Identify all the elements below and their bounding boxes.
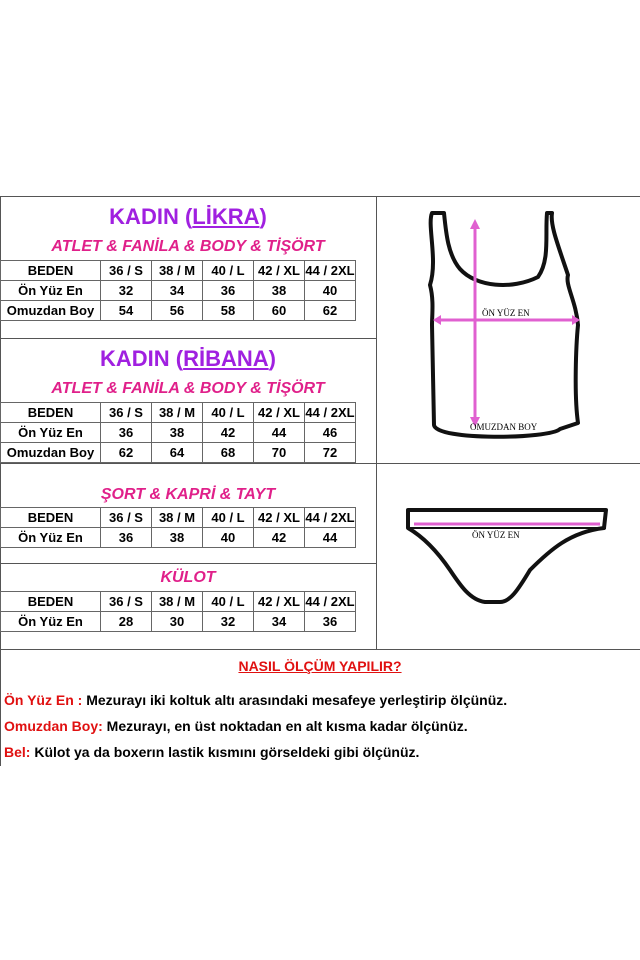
row-label: Ön Yüz En — [1, 612, 101, 632]
brief-diagram — [400, 500, 615, 615]
header-cell: 44 / 2XL — [305, 261, 356, 281]
table-cell: 28 — [101, 612, 152, 632]
row-label: Ön Yüz En — [1, 281, 101, 301]
header-cell: 42 / XL — [254, 403, 305, 423]
header-cell: 42 / XL — [254, 592, 305, 612]
table-cell: 36 — [101, 528, 152, 548]
width-label: ÖN YÜZ EN — [482, 308, 530, 318]
table-row — [1, 612, 356, 632]
instruction-line — [4, 718, 468, 734]
header-cell: BEDEN — [1, 403, 101, 423]
header-cell: 44 / 2XL — [305, 403, 356, 423]
frame-divider — [376, 196, 377, 650]
table-cell: 44 — [305, 528, 356, 548]
table-cell: 36 — [305, 612, 356, 632]
size-table-likra — [0, 260, 356, 321]
divider — [0, 649, 640, 650]
table-row — [1, 423, 356, 443]
header-cell: 40 / L — [203, 508, 254, 528]
instruction-text: Mezurayı, en üst noktadan en alt kısma kadar ölçünüz. — [102, 718, 468, 734]
category-label: KÜLOT — [160, 569, 216, 586]
table-cell: 58 — [203, 301, 254, 321]
table-row — [1, 528, 356, 548]
table-cell: 30 — [152, 612, 203, 632]
table-cell: 62 — [101, 443, 152, 463]
header-cell: BEDEN — [1, 261, 101, 281]
row-label: Omuzdan Boy — [1, 443, 101, 463]
header-cell: 40 / L — [203, 403, 254, 423]
table-row — [1, 443, 356, 463]
table-header-row — [1, 508, 356, 528]
category-label: ATLET & FANİLA & BODY & TİŞÖRT — [51, 238, 325, 255]
table-cell: 60 — [254, 301, 305, 321]
instruction-text: Mezurayı iki koltuk altı arasındaki mesafeye yerleştirip ölçünüz. — [82, 692, 508, 708]
size-table-kulot — [0, 591, 356, 632]
instruction-line — [4, 692, 507, 708]
table-cell: 40 — [305, 281, 356, 301]
row-label: Ön Yüz En — [1, 423, 101, 443]
table-cell: 40 — [203, 528, 254, 548]
category-label: ŞORT & KAPRİ & TAYT — [100, 486, 276, 503]
header-cell: 40 / L — [203, 592, 254, 612]
header-cell: 36 / S — [101, 592, 152, 612]
table-cell: 38 — [152, 423, 203, 443]
table-row — [1, 281, 356, 301]
header-cell: 38 / M — [152, 261, 203, 281]
section-title-likra: KADIN (LİKRA) — [109, 204, 267, 229]
header-cell: 42 / XL — [254, 508, 305, 528]
table-cell: 42 — [254, 528, 305, 548]
table-cell: 38 — [152, 528, 203, 548]
size-table-sort — [0, 507, 356, 548]
table-cell: 32 — [101, 281, 152, 301]
instruction-key: Ön Yüz En : — [4, 692, 83, 708]
divider — [0, 338, 376, 339]
header-cell: BEDEN — [1, 508, 101, 528]
tank-top-outline — [430, 213, 578, 437]
table-header-row — [1, 592, 356, 612]
arrow-icon — [470, 219, 480, 229]
table-cell: 44 — [254, 423, 305, 443]
table-header-row — [1, 261, 356, 281]
header-cell: 44 / 2XL — [305, 508, 356, 528]
table-cell: 34 — [152, 281, 203, 301]
table-row — [1, 301, 356, 321]
table-cell: 38 — [254, 281, 305, 301]
size-table-ribana — [0, 402, 356, 463]
width-label: ÖN YÜZ EN — [472, 530, 520, 540]
table-cell: 70 — [254, 443, 305, 463]
instruction-text: Külot ya da boxerın lastik kısmını görseldeki gibi ölçünüz. — [30, 744, 420, 760]
header-cell: 36 / S — [101, 508, 152, 528]
table-cell: 54 — [101, 301, 152, 321]
table-cell: 56 — [152, 301, 203, 321]
header-cell: 40 / L — [203, 261, 254, 281]
table-cell: 72 — [305, 443, 356, 463]
section-title-ribana: KADIN (RİBANA) — [100, 346, 276, 371]
table-header-row — [1, 403, 356, 423]
instruction-line — [4, 744, 419, 760]
length-label: OMUZDAN BOY — [470, 422, 538, 432]
header-cell: BEDEN — [1, 592, 101, 612]
category-label: ATLET & FANİLA & BODY & TİŞÖRT — [51, 380, 325, 397]
instruction-key: Omuzdan Boy: — [4, 718, 103, 734]
header-cell: 38 / M — [152, 508, 203, 528]
header-cell: 38 / M — [152, 592, 203, 612]
header-cell: 36 / S — [101, 261, 152, 281]
divider — [0, 463, 640, 464]
table-cell: 42 — [203, 423, 254, 443]
table-cell: 36 — [101, 423, 152, 443]
table-cell: 68 — [203, 443, 254, 463]
tank-top-diagram — [400, 205, 600, 455]
header-cell: 42 / XL — [254, 261, 305, 281]
table-cell: 46 — [305, 423, 356, 443]
header-cell: 44 / 2XL — [305, 592, 356, 612]
table-cell: 64 — [152, 443, 203, 463]
table-cell: 32 — [203, 612, 254, 632]
header-cell: 38 / M — [152, 403, 203, 423]
divider — [0, 563, 376, 564]
howto-title: NASIL ÖLÇÜM YAPILIR? — [238, 658, 402, 674]
row-label: Ön Yüz En — [1, 528, 101, 548]
table-cell: 36 — [203, 281, 254, 301]
table-cell: 62 — [305, 301, 356, 321]
row-label: Omuzdan Boy — [1, 301, 101, 321]
header-cell: 36 / S — [101, 403, 152, 423]
instruction-key: Bel: — [4, 744, 31, 760]
table-cell: 34 — [254, 612, 305, 632]
